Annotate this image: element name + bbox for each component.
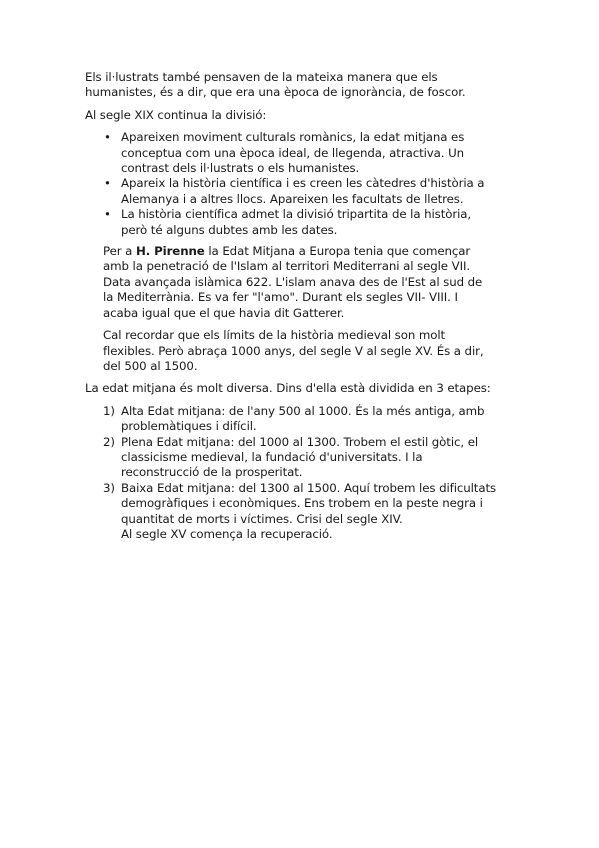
- list-number: 3): [103, 480, 115, 495]
- list-item: [85, 176, 525, 207]
- list-item: [85, 481, 525, 543]
- text-line: Data avançada islàmica 622. L'islam anava des de l'Est al sud de: [103, 274, 483, 289]
- text-line: Els il·lustrats també pensaven de la mateixa manera que els: [85, 70, 438, 84]
- text-line: Alta Edat mitjana: de l'any 500 al 1000. És la més antiga, amb: [121, 403, 485, 418]
- text-line: acaba igual que el que havia dit Gatterer.: [103, 305, 345, 320]
- text-line: demogràfiques i econòmiques. Ens trobem en la peste negra i: [121, 496, 483, 511]
- text-line: però té alguns dubtes amb les dates.: [121, 222, 338, 237]
- list-number: 1): [103, 403, 115, 418]
- bullet-icon: •: [104, 176, 111, 191]
- intro-paragraph: [85, 70, 525, 101]
- limits-paragraph: [103, 328, 525, 374]
- text-line: [103, 244, 525, 259]
- list-item: [85, 404, 525, 435]
- text-line: reconstrucció de la prosperitat.: [121, 465, 303, 480]
- text-line: amb la penetració de l'Islam al territori Mediterrani al segle VII.: [103, 259, 470, 274]
- text-line: conceptua com una època ideal, de llegenda, atractiva. Un: [121, 145, 465, 160]
- text-run: Per a: [103, 244, 136, 259]
- text-line: problemàtiques i difícil.: [121, 419, 257, 434]
- text-run: la Edat Mitjana a Europa tenia que començar: [204, 244, 471, 259]
- bullet-icon: •: [104, 207, 111, 222]
- text-line: contrast dels il·lustrats o els humanistes.: [121, 161, 360, 176]
- list-item: [85, 130, 525, 176]
- text-line: Al segle XV comença la recuperació.: [121, 526, 333, 541]
- xix-heading: Al segle XIX continua la divisió:: [85, 107, 267, 122]
- bullet-icon: •: [104, 130, 111, 145]
- document-body: [85, 70, 525, 542]
- list-number: 2): [103, 434, 115, 449]
- text-line: La història científica admet la divisió tripartita de la història,: [121, 207, 472, 222]
- text-line: Alemanya i a altres llocs. Apareixen les facultats de lletres.: [121, 191, 464, 206]
- text-line: Baixa Edat mitjana: del 1300 al 1500. Aquí trobem les dificultats: [121, 480, 497, 495]
- text-line: la Mediterrània. Es va fer "l'amo". Durant els segles VII- VIII. I: [103, 290, 458, 305]
- pirenne-paragraph: [103, 244, 525, 321]
- stages-heading: La edat mitjana és molt diversa. Dins d'ella està dividida en 3 etapes:: [85, 381, 491, 396]
- list-item: [85, 435, 525, 481]
- text-line: del 500 al 1500.: [103, 358, 198, 373]
- text-line: classicisme medieval, la fundació d'universitats. I la: [121, 449, 423, 464]
- author-name: H. Pirenne: [135, 244, 205, 259]
- text-line: Cal recordar que els límits de la història medieval son molt: [103, 328, 446, 343]
- list-item: [85, 207, 525, 238]
- text-line: humanistes, és a dir, que era una època de ignorància, de foscor.: [85, 85, 466, 100]
- text-line: Apareix la història científica i es creen les càtedres d'història a: [121, 176, 485, 191]
- text-line: flexibles. Però abraça 1000 anys, del segle V al segle XV. És a dir,: [103, 343, 484, 358]
- stages-list: [85, 404, 525, 543]
- bullet-list: [85, 130, 525, 238]
- text-line: quantitat de morts i víctimes. Crisi del segle XIV.: [121, 511, 403, 526]
- text-line: Apareixen moviment culturals romànics, la edat mitjana es: [121, 130, 465, 145]
- text-line: Plena Edat mitjana: del 1000 al 1300. Trobem el estil gòtic, el: [121, 434, 479, 449]
